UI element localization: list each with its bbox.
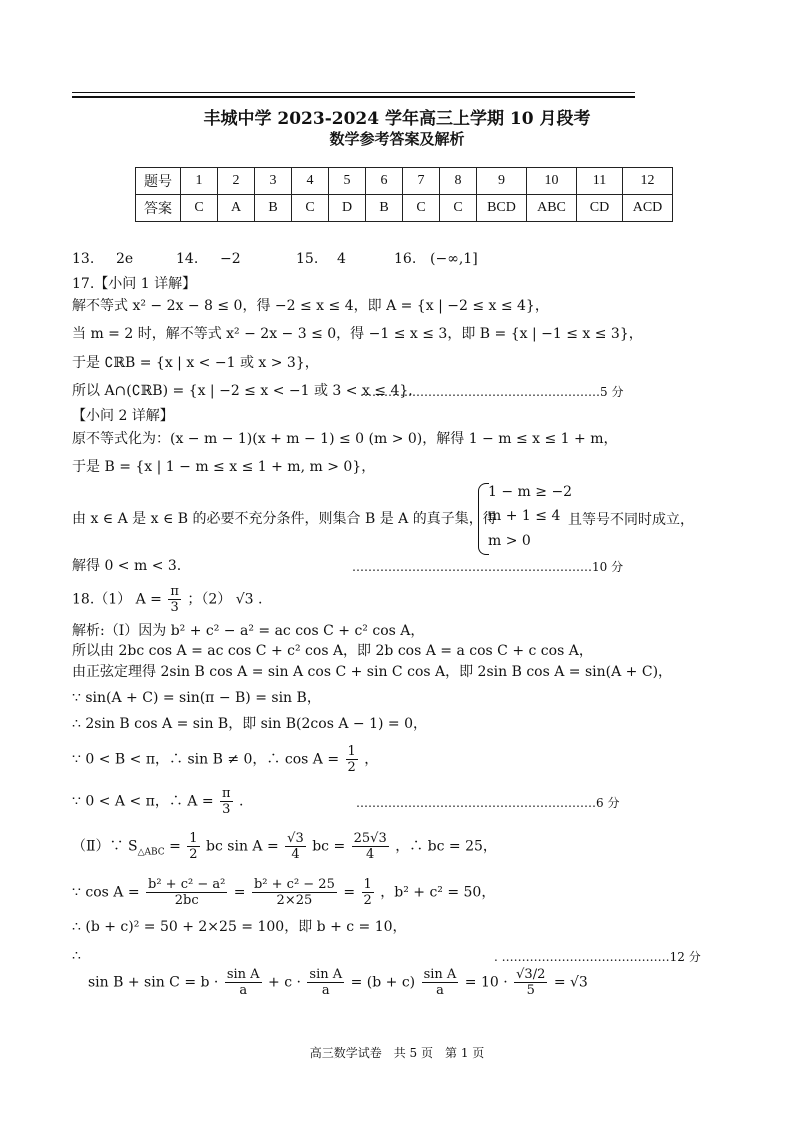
q18-line-6 xyxy=(72,744,378,775)
question-number-row xyxy=(136,168,673,195)
table-cell: A xyxy=(218,195,255,222)
q18-line-9 xyxy=(72,877,495,908)
q17-heading: 17.【小问 1 详解】 xyxy=(72,276,197,292)
fraction xyxy=(307,967,344,998)
table-cell: 8 xyxy=(440,168,477,195)
table-cell: 5 xyxy=(329,168,366,195)
numerator: b² + c² − a² xyxy=(148,877,226,892)
table-cell: B xyxy=(255,195,292,222)
q18-answer-a: 18.（1） A = xyxy=(72,591,162,608)
q17-line-4: 所以 A∩(∁ℝB) = {x | −2 ≤ x < −1 或 3 < x ≤ 4}. xyxy=(72,383,413,399)
text: = 10 · xyxy=(464,974,508,991)
denominator: a xyxy=(436,983,444,998)
text: ，∴ bc = 25， xyxy=(395,838,497,855)
q17-line-8: 解得 0 < m < 3. xyxy=(72,558,182,574)
numerator: √3/2 xyxy=(516,967,546,982)
table-cell: 6 xyxy=(366,168,403,195)
numerator: π xyxy=(222,786,231,801)
denominator: 4 xyxy=(291,847,300,862)
fraction xyxy=(285,831,306,862)
table-cell: ACD xyxy=(623,195,673,222)
text: sin B + sin C = b · xyxy=(88,974,219,991)
q18-score-6: ……………………………………………………6 分 xyxy=(356,796,620,810)
header-rule-thick xyxy=(72,96,635,98)
q15-answer: 4 xyxy=(337,251,346,267)
text: = xyxy=(164,838,181,855)
numerator: b² + c² − 25 xyxy=(253,877,335,892)
q18-answer-b: ；（2） √3 . xyxy=(187,591,263,608)
subscript: △ABC xyxy=(137,847,165,858)
table-cell: ABC xyxy=(527,195,577,222)
table-cell: 1 xyxy=(181,168,218,195)
q18-line-12 xyxy=(88,967,588,998)
system-line-3: m > 0 xyxy=(488,533,531,549)
answer-row xyxy=(136,195,673,222)
q17-line-1: 解不等式 x² − 2x − 8 ≤ 0，得 −2 ≤ x ≤ 4，即 A = {x | −2 ≤ x ≤ 4}， xyxy=(72,298,549,314)
q17-line-7: 由 x ∈ A 是 x ∈ B 的必要不充分条件，则集合 B 是 A 的真子集，得 xyxy=(72,511,497,527)
q17-score-10: ……………………………………………………10 分 xyxy=(352,560,624,574)
q18-line-1: 解析:（Ⅰ）因为 b² + c² − a² = ac cos C + c² cos A， xyxy=(72,623,425,639)
numerator: sin A xyxy=(423,967,457,982)
q14-answer: −2 xyxy=(220,251,241,267)
q18-score-12: . ……………………………………12 分 xyxy=(494,950,701,964)
fraction xyxy=(187,831,199,862)
q14-number: 14. xyxy=(176,251,199,267)
text: bc sin A = xyxy=(206,838,279,855)
q15-number: 15. xyxy=(296,251,319,267)
table-cell: BCD xyxy=(477,195,527,222)
q18-line-2: 所以由 2bc cos A = ac cos C + c² cos A，即 2b cos A = a cos C + c cos A， xyxy=(72,643,593,659)
numerator: sin A xyxy=(226,967,260,982)
numerator: 1 xyxy=(363,877,372,892)
q17-line-7-tail: 且等号不同时成立， xyxy=(568,512,694,528)
fraction xyxy=(346,744,358,775)
numerator: 25√3 xyxy=(353,831,387,846)
table-cell: 11 xyxy=(577,168,623,195)
numerator: 1 xyxy=(347,744,356,759)
table-cell: C xyxy=(292,195,329,222)
text: bc = xyxy=(312,838,346,855)
denominator: 5 xyxy=(526,983,535,998)
denominator: 2 xyxy=(189,847,198,862)
table-cell: 9 xyxy=(477,168,527,195)
q18-line-11: ∴ xyxy=(72,948,81,964)
text: ∵ 0 < A < π，∴ A = xyxy=(72,793,214,810)
page-title: 丰城中学 2023-2024 学年高三上学期 10 月段考 xyxy=(203,109,591,129)
table-cell: C xyxy=(403,195,440,222)
q18-line-4: ∵ sin(A + C) = sin(π − B) = sin B， xyxy=(72,690,321,706)
fraction xyxy=(168,584,181,615)
q16-number: 16. xyxy=(394,251,417,267)
fraction xyxy=(225,967,262,998)
answer-table xyxy=(135,167,673,222)
fraction xyxy=(220,786,233,817)
fraction xyxy=(362,877,374,908)
fraction xyxy=(352,831,389,862)
denominator: 2bc xyxy=(174,893,199,908)
table-cell: 2 xyxy=(218,168,255,195)
table-cell: D xyxy=(329,195,366,222)
denominator: 2 xyxy=(363,893,372,908)
text: . xyxy=(239,793,244,810)
numerator: √3 xyxy=(287,831,304,846)
numerator: sin A xyxy=(309,967,343,982)
q17-heading-2: 【小问 2 详解】 xyxy=(72,408,174,424)
table-cell: 10 xyxy=(527,168,577,195)
denominator: 3 xyxy=(170,600,179,615)
q18-line-10: ∴ (b + c)² = 50 + 2×25 = 100，即 b + c = 10， xyxy=(72,919,407,935)
numerator: 1 xyxy=(189,831,198,846)
text: ∵ cos A = xyxy=(72,884,140,901)
denominator: a xyxy=(321,983,330,998)
q17-score-5: ……………………………………………………5 分 xyxy=(360,385,624,399)
system-line-2: m + 1 ≤ 4 xyxy=(488,508,561,524)
fraction xyxy=(422,967,459,998)
q17-line-5: 原不等式化为：(x − m − 1)(x + m − 1) ≤ 0 (m > 0)，解得 1 − m ≤ x ≤ 1 + m， xyxy=(72,431,618,447)
denominator: 4 xyxy=(366,847,375,862)
table-cell: 4 xyxy=(292,168,329,195)
text: = (b + c) xyxy=(350,974,416,991)
table-cell: 12 xyxy=(623,168,673,195)
text: = √3 xyxy=(553,974,588,991)
q17-line-6: 于是 B = {x | 1 − m ≤ x ≤ 1 + m, m > 0}， xyxy=(72,459,376,475)
table-cell: CD xyxy=(577,195,623,222)
q17-line-3: 于是 ∁ℝB = {x | x < −1 或 x > 3}， xyxy=(72,355,319,371)
text: ， xyxy=(364,751,379,768)
q16-answer: (−∞,1] xyxy=(430,251,478,267)
system-line-1: 1 − m ≥ −2 xyxy=(488,484,573,500)
page-footer: 高三数学试卷 共 5 页 第 1 页 xyxy=(309,1046,485,1060)
table-cell: 3 xyxy=(255,168,292,195)
fraction xyxy=(146,877,227,908)
denominator: 2×25 xyxy=(276,893,313,908)
fraction xyxy=(252,877,337,908)
denominator: 3 xyxy=(222,802,231,817)
table-cell: 7 xyxy=(403,168,440,195)
row-label: 题号 xyxy=(136,168,181,195)
q18-answer-line xyxy=(72,584,262,615)
q17-line-2: 当 m = 2 时，解不等式 x² − 2x − 3 ≤ 0，得 −1 ≤ x ≤ 3，即 B = {x | −1 ≤ x ≤ 3}， xyxy=(72,326,643,342)
header-rule-thin xyxy=(72,92,635,93)
fraction xyxy=(514,967,547,998)
q13-number: 13. xyxy=(72,251,95,267)
text: ，b² + c² = 50， xyxy=(380,884,496,901)
q18-line-3: 由正弦定理得 2sin B cos A = sin A cos C + sin C cos A，即 2sin B cos A = sin(A + C)， xyxy=(72,664,673,680)
row-label: 答案 xyxy=(136,195,181,222)
text: （Ⅱ）∵ S xyxy=(72,838,138,855)
denominator: 2 xyxy=(347,760,356,775)
q18-line-8 xyxy=(72,831,497,862)
text: = xyxy=(233,884,246,901)
table-cell: B xyxy=(366,195,403,222)
table-cell: C xyxy=(440,195,477,222)
q18-line-7 xyxy=(72,786,244,817)
q18-line-5: ∴ 2sin B cos A = sin B，即 sin B(2cos A − 1) = 0， xyxy=(72,716,427,732)
text: + c · xyxy=(268,974,301,991)
denominator: a xyxy=(239,983,248,998)
table-cell: C xyxy=(181,195,218,222)
numerator: π xyxy=(170,584,179,599)
q13-answer: 2e xyxy=(116,251,134,267)
text: = xyxy=(343,884,356,901)
text: ∵ 0 < B < π，∴ sin B ≠ 0，∴ cos A = xyxy=(72,751,340,768)
page-subtitle: 数学参考答案及解析 xyxy=(329,130,465,148)
